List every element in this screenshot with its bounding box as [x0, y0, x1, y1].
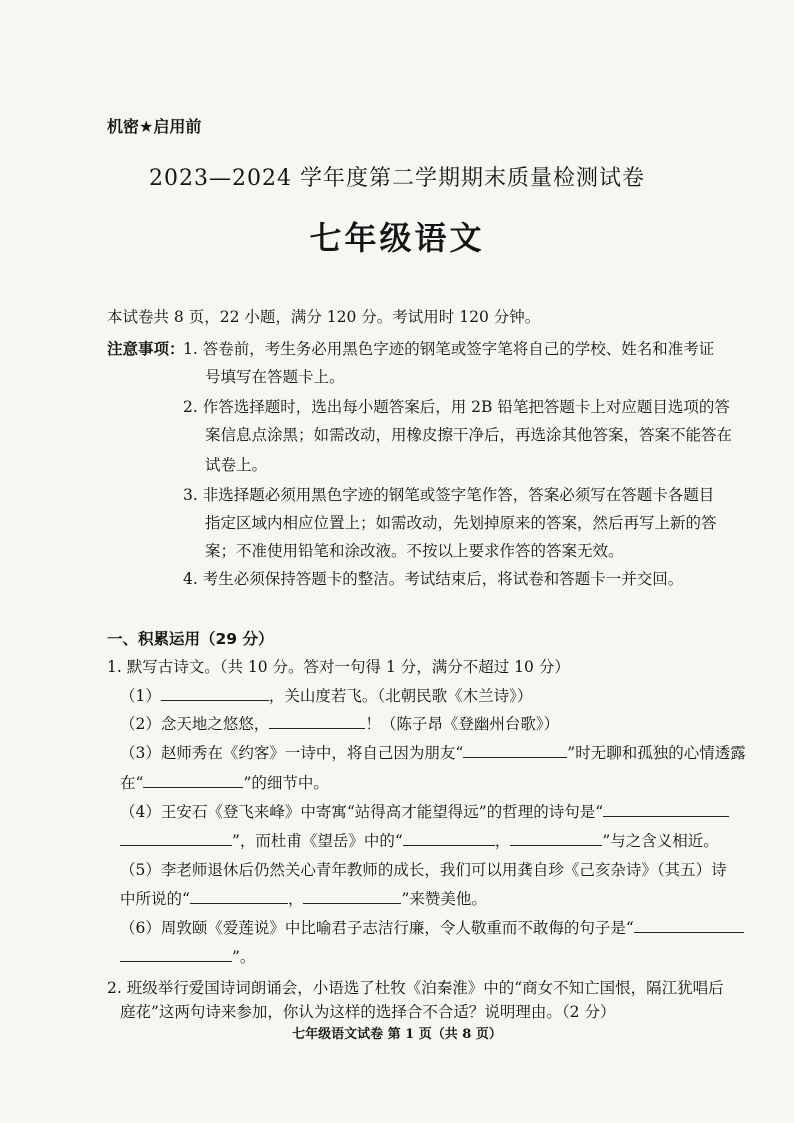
subject-title: 七年级语文: [309, 219, 485, 257]
question-1-item-3-cont: 在“ ”的细节中。: [120, 774, 329, 792]
notice-line: 号填写在答题卡上。: [205, 368, 345, 386]
answer-blank[interactable]: [120, 831, 232, 846]
notice-line: 案；不准使用铅笔和涂改液。不按以上要求作答的答案无效。: [205, 542, 624, 560]
page-footer: 七年级语文试卷 第 1 页（共 8 页）: [292, 1027, 502, 1042]
question-1-item-1: （1） ，关山度若飞。（北朝民歌《木兰诗》）: [120, 687, 533, 705]
question-1-item-2: （2）念天地之悠悠， ！（陈子昂《登幽州台歌》）: [120, 715, 560, 733]
answer-blank[interactable]: [269, 714, 365, 729]
notice-label: 注意事项：: [107, 340, 185, 358]
notice-line: 指定区域内相应位置上；如需改动，先划掉原来的答案，然后再写上新的答: [205, 514, 717, 532]
answer-blank[interactable]: [634, 918, 744, 933]
answer-blank[interactable]: [190, 889, 288, 904]
question-1-item-3: （3）赵师秀在《约客》一诗中，将自己因为朋友“ ”时无聊和孤独的心情透露: [120, 744, 746, 762]
question-2-line-1: 2. 班级举行爱国诗词朗诵会，小语选了杜牧《泊秦淮》中的“商女不知亡国恨，隔江犹唱后: [107, 979, 724, 997]
notice-line: 4. 考生必须保持答题卡的整洁。考试结束后，将试卷和答题卡一并交回。: [183, 570, 684, 588]
answer-blank[interactable]: [120, 947, 232, 962]
answer-blank[interactable]: [303, 889, 401, 904]
question-2-line-2: 庭花”这两句诗来参加，你认为这样的选择合不合适？说明理由。（2 分）: [120, 1003, 616, 1021]
answer-blank[interactable]: [161, 686, 269, 701]
confidential-mark: 机密★启用前: [107, 117, 202, 136]
question-1-item-5-cont: 中所说的“ ， ”来赞美他。: [120, 890, 487, 908]
question-1-item-6-cont: ”。: [120, 945, 255, 967]
notice-line: 试卷上。: [205, 456, 268, 474]
question-1-item-4-cont: ”，而杜甫《望岳》中的“ ， ”与之含义相近。: [120, 829, 719, 851]
question-1-item-6: （6）周敦颐《爱莲说》中比喻君子志洁行廉，令人敬重而不敢侮的句子是“: [120, 916, 794, 938]
notice-line: 案信息点涂黑；如需改动，用橡皮擦干净后，再选涂其他答案，答案不能答在: [205, 426, 733, 444]
section-title: 一、积累运用（29 分）: [107, 630, 274, 648]
answer-blank[interactable]: [403, 831, 495, 846]
answer-blank[interactable]: [603, 802, 729, 817]
answer-blank[interactable]: [463, 743, 567, 758]
answer-blank[interactable]: [510, 831, 602, 846]
notice-line: 1. 答卷前，考生务必用黑色字迹的钢笔或签字笔将自己的学校、姓名和准考证: [183, 340, 715, 358]
question-1-item-4: （4）王安石《登飞来峰》中寄寓“站得高才能望得远”的哲理的诗句是“: [120, 800, 794, 822]
exam-title: 2023—2024 学年度第二学期期末质量检测试卷: [149, 166, 645, 191]
exam-intro: 本试卷共 8 页，22 小题，满分 120 分。考试用时 120 分钟。: [107, 308, 541, 326]
notice-line: 3. 非选择题必须用黑色字迹的钢笔或签字笔作答，答案必须写在答题卡各题目: [183, 486, 715, 504]
notice-line: 2. 作答选择题时，选出每小题答案后，用 2B 铅笔把答题卡上对应题目选项的答: [183, 398, 730, 416]
question-1-item-5: （5）李老师退休后仍然关心青年教师的成长，我们可以用龚自珍《己亥杂诗》（其五）诗: [120, 861, 727, 879]
question-1-stem: 1. 默写古诗文。（共 10 分。答对一句得 1 分，满分不超过 10 分）: [107, 658, 570, 676]
answer-blank[interactable]: [143, 773, 243, 788]
